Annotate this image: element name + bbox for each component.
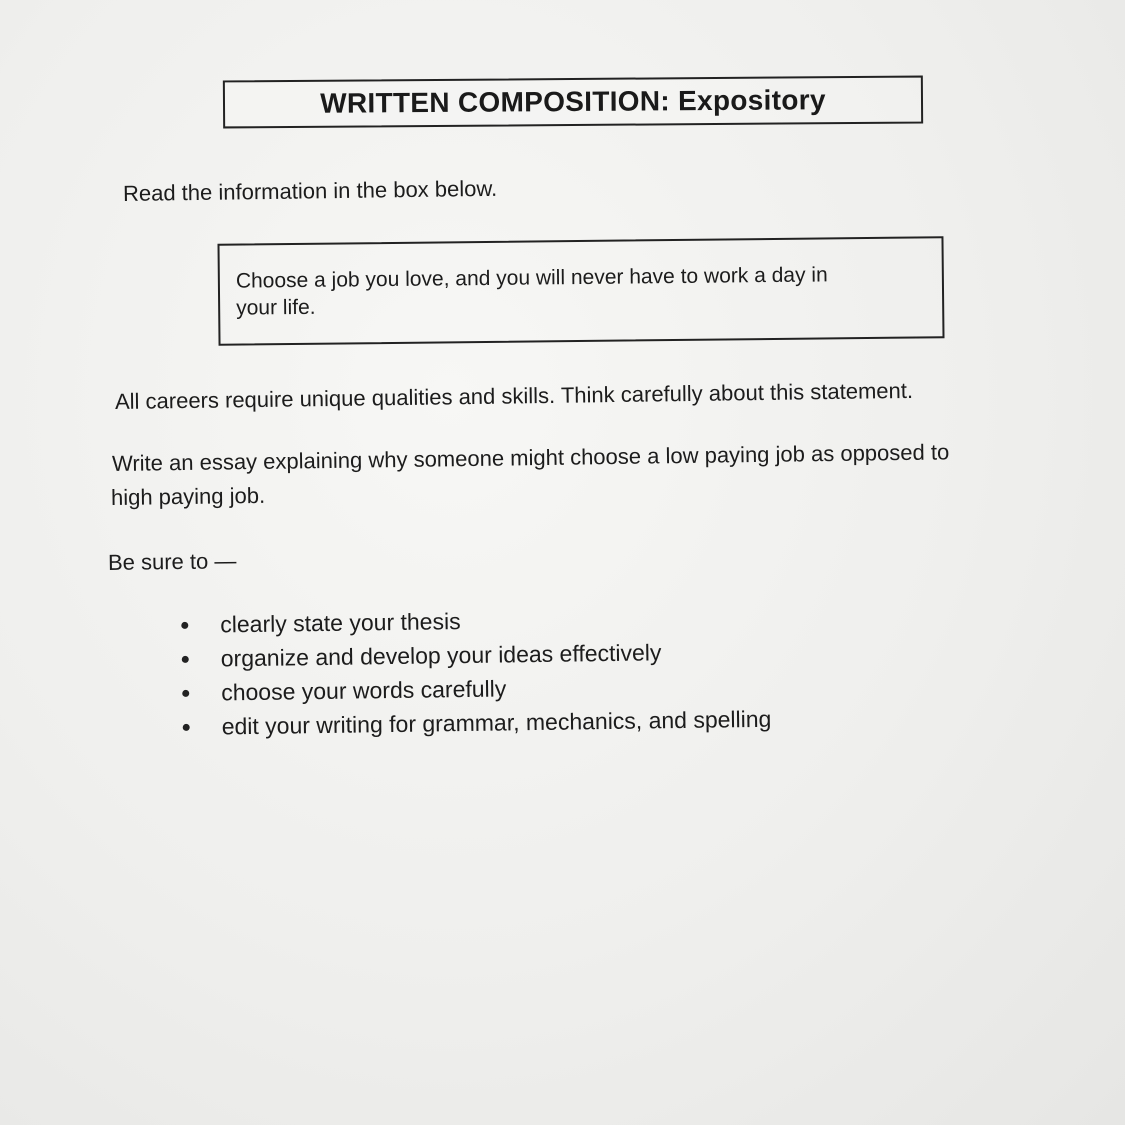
be-sure-heading: Be sure to —	[107, 548, 237, 575]
quote-line-2: your life.	[236, 296, 316, 320]
paragraph-careers: All careers require unique qualities and skills. Think carefully about this statement.	[114, 377, 914, 414]
list-item-text: clearly state your thesis	[220, 607, 461, 637]
quote-box	[217, 236, 944, 346]
title-box	[223, 76, 923, 129]
paragraph-prompt-line-2: high paying job.	[110, 482, 266, 510]
quote-line-1: Choose a job you love, and you will never have to work a day in	[235, 263, 828, 293]
intro-text: Read the information in the box below.	[122, 175, 498, 206]
bullet-icon	[183, 723, 190, 730]
list-item-text: edit your writing for grammar, mechanics, and spelling	[221, 705, 772, 739]
checklist	[177, 600, 772, 744]
list-item-text: organize and develop your ideas effectively	[220, 638, 662, 671]
bullet-icon	[181, 621, 188, 628]
bullet-icon	[182, 655, 189, 662]
list-item	[178, 702, 771, 744]
paragraph-prompt-line-1: Write an essay explaining why someone might choose a low paying job as opposed to	[111, 439, 950, 476]
page-title: WRITTEN COMPOSITION: Expository	[320, 84, 826, 119]
bullet-icon	[182, 689, 189, 696]
list-item-text: choose your words carefully	[221, 674, 507, 705]
